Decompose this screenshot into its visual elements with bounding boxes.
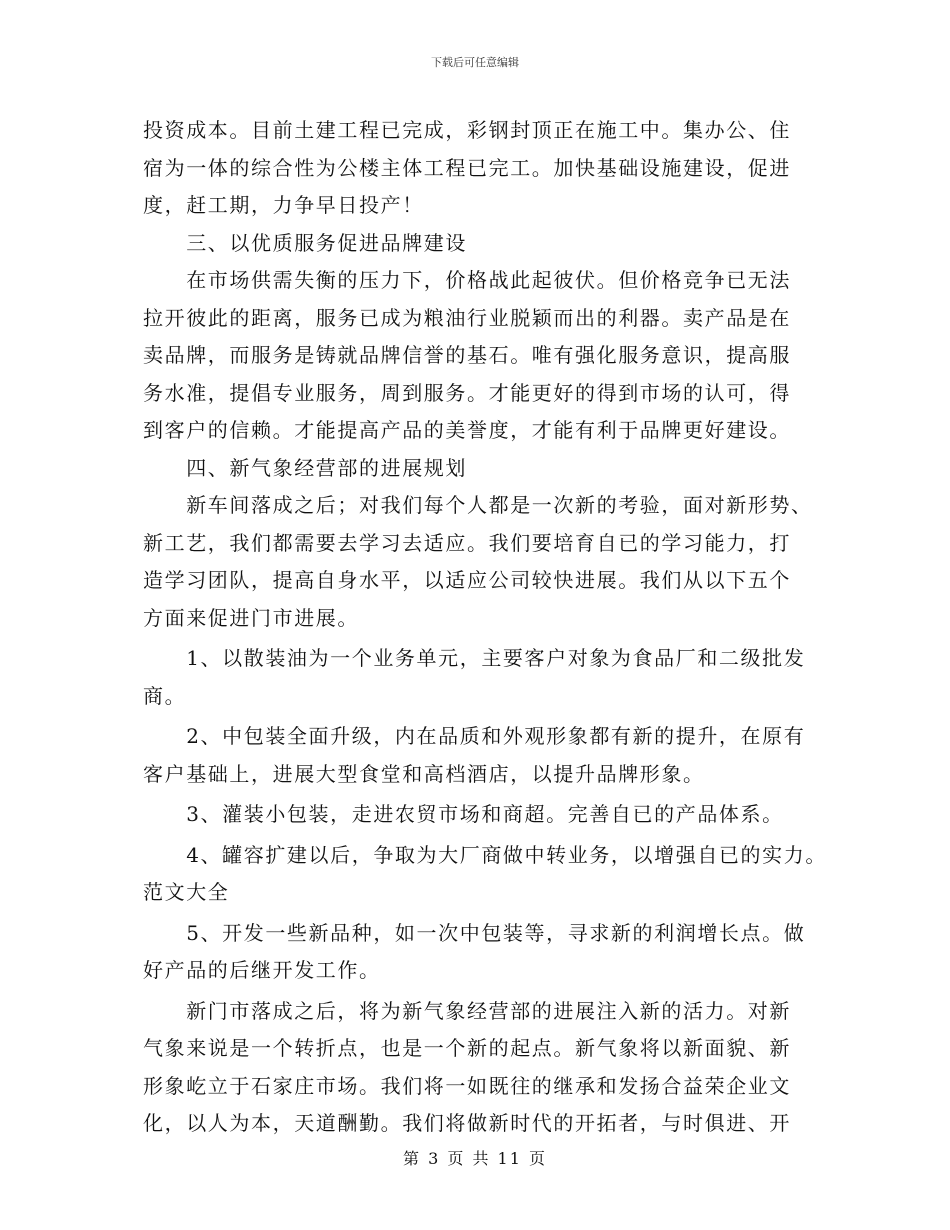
- text-line: 新工艺，我们都需要去学习去适应。我们要培育自已的学习能力，打: [143, 530, 791, 555]
- list-item-line: 1、以散装油为一个业务单元，主要客户对象为食品厂和二级批发: [143, 646, 806, 670]
- text-line: 商。: [143, 683, 187, 708]
- section-heading: 三、以优质服务促进品牌建设: [143, 230, 467, 255]
- text-line: 投资成本。目前土建工程已完成，彩钢封顶正在施工中。集办公、住: [143, 118, 791, 142]
- text-line: 在市场供需失衡的压力下，价格战此起彼伏。但价格竞争已无法: [143, 268, 791, 292]
- list-item-line: 3、灌装小包装，走进农贸市场和商超。完善自已的产品体系。: [143, 802, 784, 826]
- text-line: 好产品的后继开发工作。: [143, 958, 381, 982]
- text-line: 方面来促进门市进展。: [143, 605, 359, 630]
- text-line: 新门市落成之后，将为新气象经营部的进展注入新的活力。对新: [143, 998, 791, 1023]
- text-line: 范文大全: [143, 880, 230, 904]
- text-line: 客户基础上，进展大型食堂和高档酒店，以提升品牌形象。: [143, 761, 705, 786]
- text-line: 宿为一体的综合性为公楼主体工程已完工。加快基础设施建设，促进: [143, 155, 791, 180]
- list-item-line: 5、开发一些新品种，如一次中包装等，寻求新的利润增长点。做: [143, 920, 806, 945]
- text-line: 形象屹立于石家庄市场。我们将一如既往的继承和发扬合益荣企业文: [143, 1073, 791, 1098]
- text-line: 新车间落成之后；对我们每个人都是一次新的考验，面对新形势、: [143, 493, 813, 517]
- text-line: 卖品牌，而服务是铸就品牌信誉的基石。唯有强化服务意识，提高服: [143, 343, 791, 367]
- section-heading: 四、新气象经营部的进展规划: [143, 455, 467, 480]
- list-item-line: 4、罐容扩建以后，争取为大厂商做中转业务，以增强自已的实力。: [143, 842, 827, 867]
- text-line: 气象来说是一个转折点，也是一个新的起点。新气象将以新面貌、新: [143, 1036, 791, 1060]
- text-line: 务水准，提倡专业服务，周到服务。才能更好的得到市场的认可，得: [143, 380, 791, 405]
- text-line: 化，以人为本，天道酬勤。我们将做新时代的开拓者，与时俱进、开: [143, 1111, 791, 1135]
- text-line: 到客户的信赖。才能提高产品的美誉度，才能有利于品牌更好建设。: [143, 418, 791, 442]
- list-item-line: 2、中包装全面升级，内在品质和外观形象都有新的提升，在原有: [143, 724, 806, 748]
- text-line: 拉开彼此的距离，服务已成为粮油行业脱颖而出的利器。卖产品是在: [143, 305, 791, 330]
- document-body: [143, 112, 827, 1143]
- text-line: 造学习团队，提高自身水平，以适应公司较快进展。我们从以下五个: [143, 568, 791, 592]
- page-header: 下载后可任意编辑: [431, 56, 519, 69]
- page-number: 第 3 页 共 11 页: [403, 1149, 547, 1168]
- text-line: 度，赶工期，力争早日投产！: [143, 193, 424, 217]
